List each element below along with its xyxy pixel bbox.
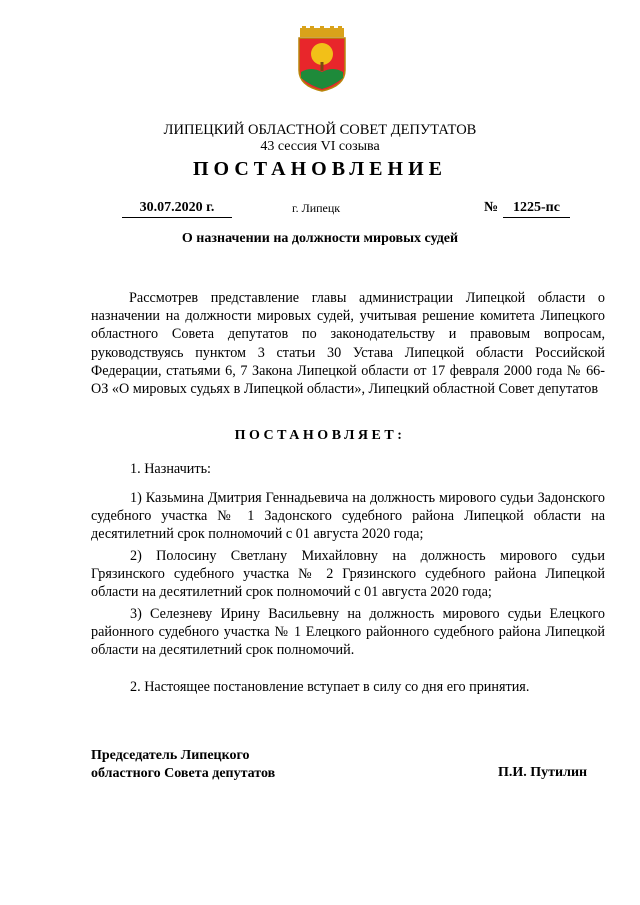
subitem-2: 2) Полосину Светлану Михайловну на должность мирового судьи Грязинского судебного участка № 2 Грязинского судебного района Липецкой области на десятилетний срок полномочий с 01 августа 2020 года; xyxy=(91,548,605,601)
preamble-paragraph: Рассмотрев представление главы администрации Липецкой области о назначении на должности мировых судей, учитывая решение комитета Липецкого областного Совета депутатов по законодательству и правовым вопросам, руководствуясь пунктом 3 статьи 30 Устава Липецкой области Российской Федерации, статьями 6, 7 Закона Липецкой области от 17 февраля 2000 года № 66-ОЗ «О мировых судьях в Липецкой области», Липецкий областной Совет депутатов xyxy=(91,290,605,398)
subitem-3: 3) Селезневу Ирину Васильевну на должность мирового судьи Елецкого районного судебного участка № 1 Елецкого районного судебного района Липецкой области на десятилетний срок полномочий. xyxy=(91,606,605,659)
item-2: 2. Настоящее постановление вступает в силу со дня его принятия. xyxy=(130,679,530,695)
signatory-title-line-2: областного Совета депутатов xyxy=(91,766,276,781)
signatory-name: П.И. Путилин xyxy=(498,765,588,780)
resolves-heading: ПОСТАНОВЛЯЕТ: xyxy=(234,428,406,443)
decree-date: 30.07.2020 г. xyxy=(122,200,232,218)
signatory-title-line-1: Председатель Липецкого xyxy=(91,748,250,763)
decree-number: 1225-пс xyxy=(503,200,570,218)
council-name: ЛИПЕЦКИЙ ОБЛАСТНОЙ СОВЕТ ДЕПУТАТОВ xyxy=(163,122,477,138)
item-1: 1. Назначить: xyxy=(130,461,211,477)
subitem-1: 1) Казьмина Дмитрия Геннадьевича на должность мирового судьи Задонского судебного участка № 1 Задонского судебного района Липецкой области на десятилетний срок полномочий с 01 августа 2020 года; xyxy=(91,490,605,543)
coat-of-arms-icon xyxy=(296,26,348,92)
decree-title: ПОСТАНОВЛЕНИЕ xyxy=(193,158,447,180)
session-info: 43 сессия VI созыва xyxy=(260,139,380,154)
decree-city: г. Липецк xyxy=(292,201,341,215)
decree-number-label: № xyxy=(484,200,499,215)
decree-subject: О назначении на должности мировых судей xyxy=(181,231,459,246)
signatory-title xyxy=(91,747,275,783)
